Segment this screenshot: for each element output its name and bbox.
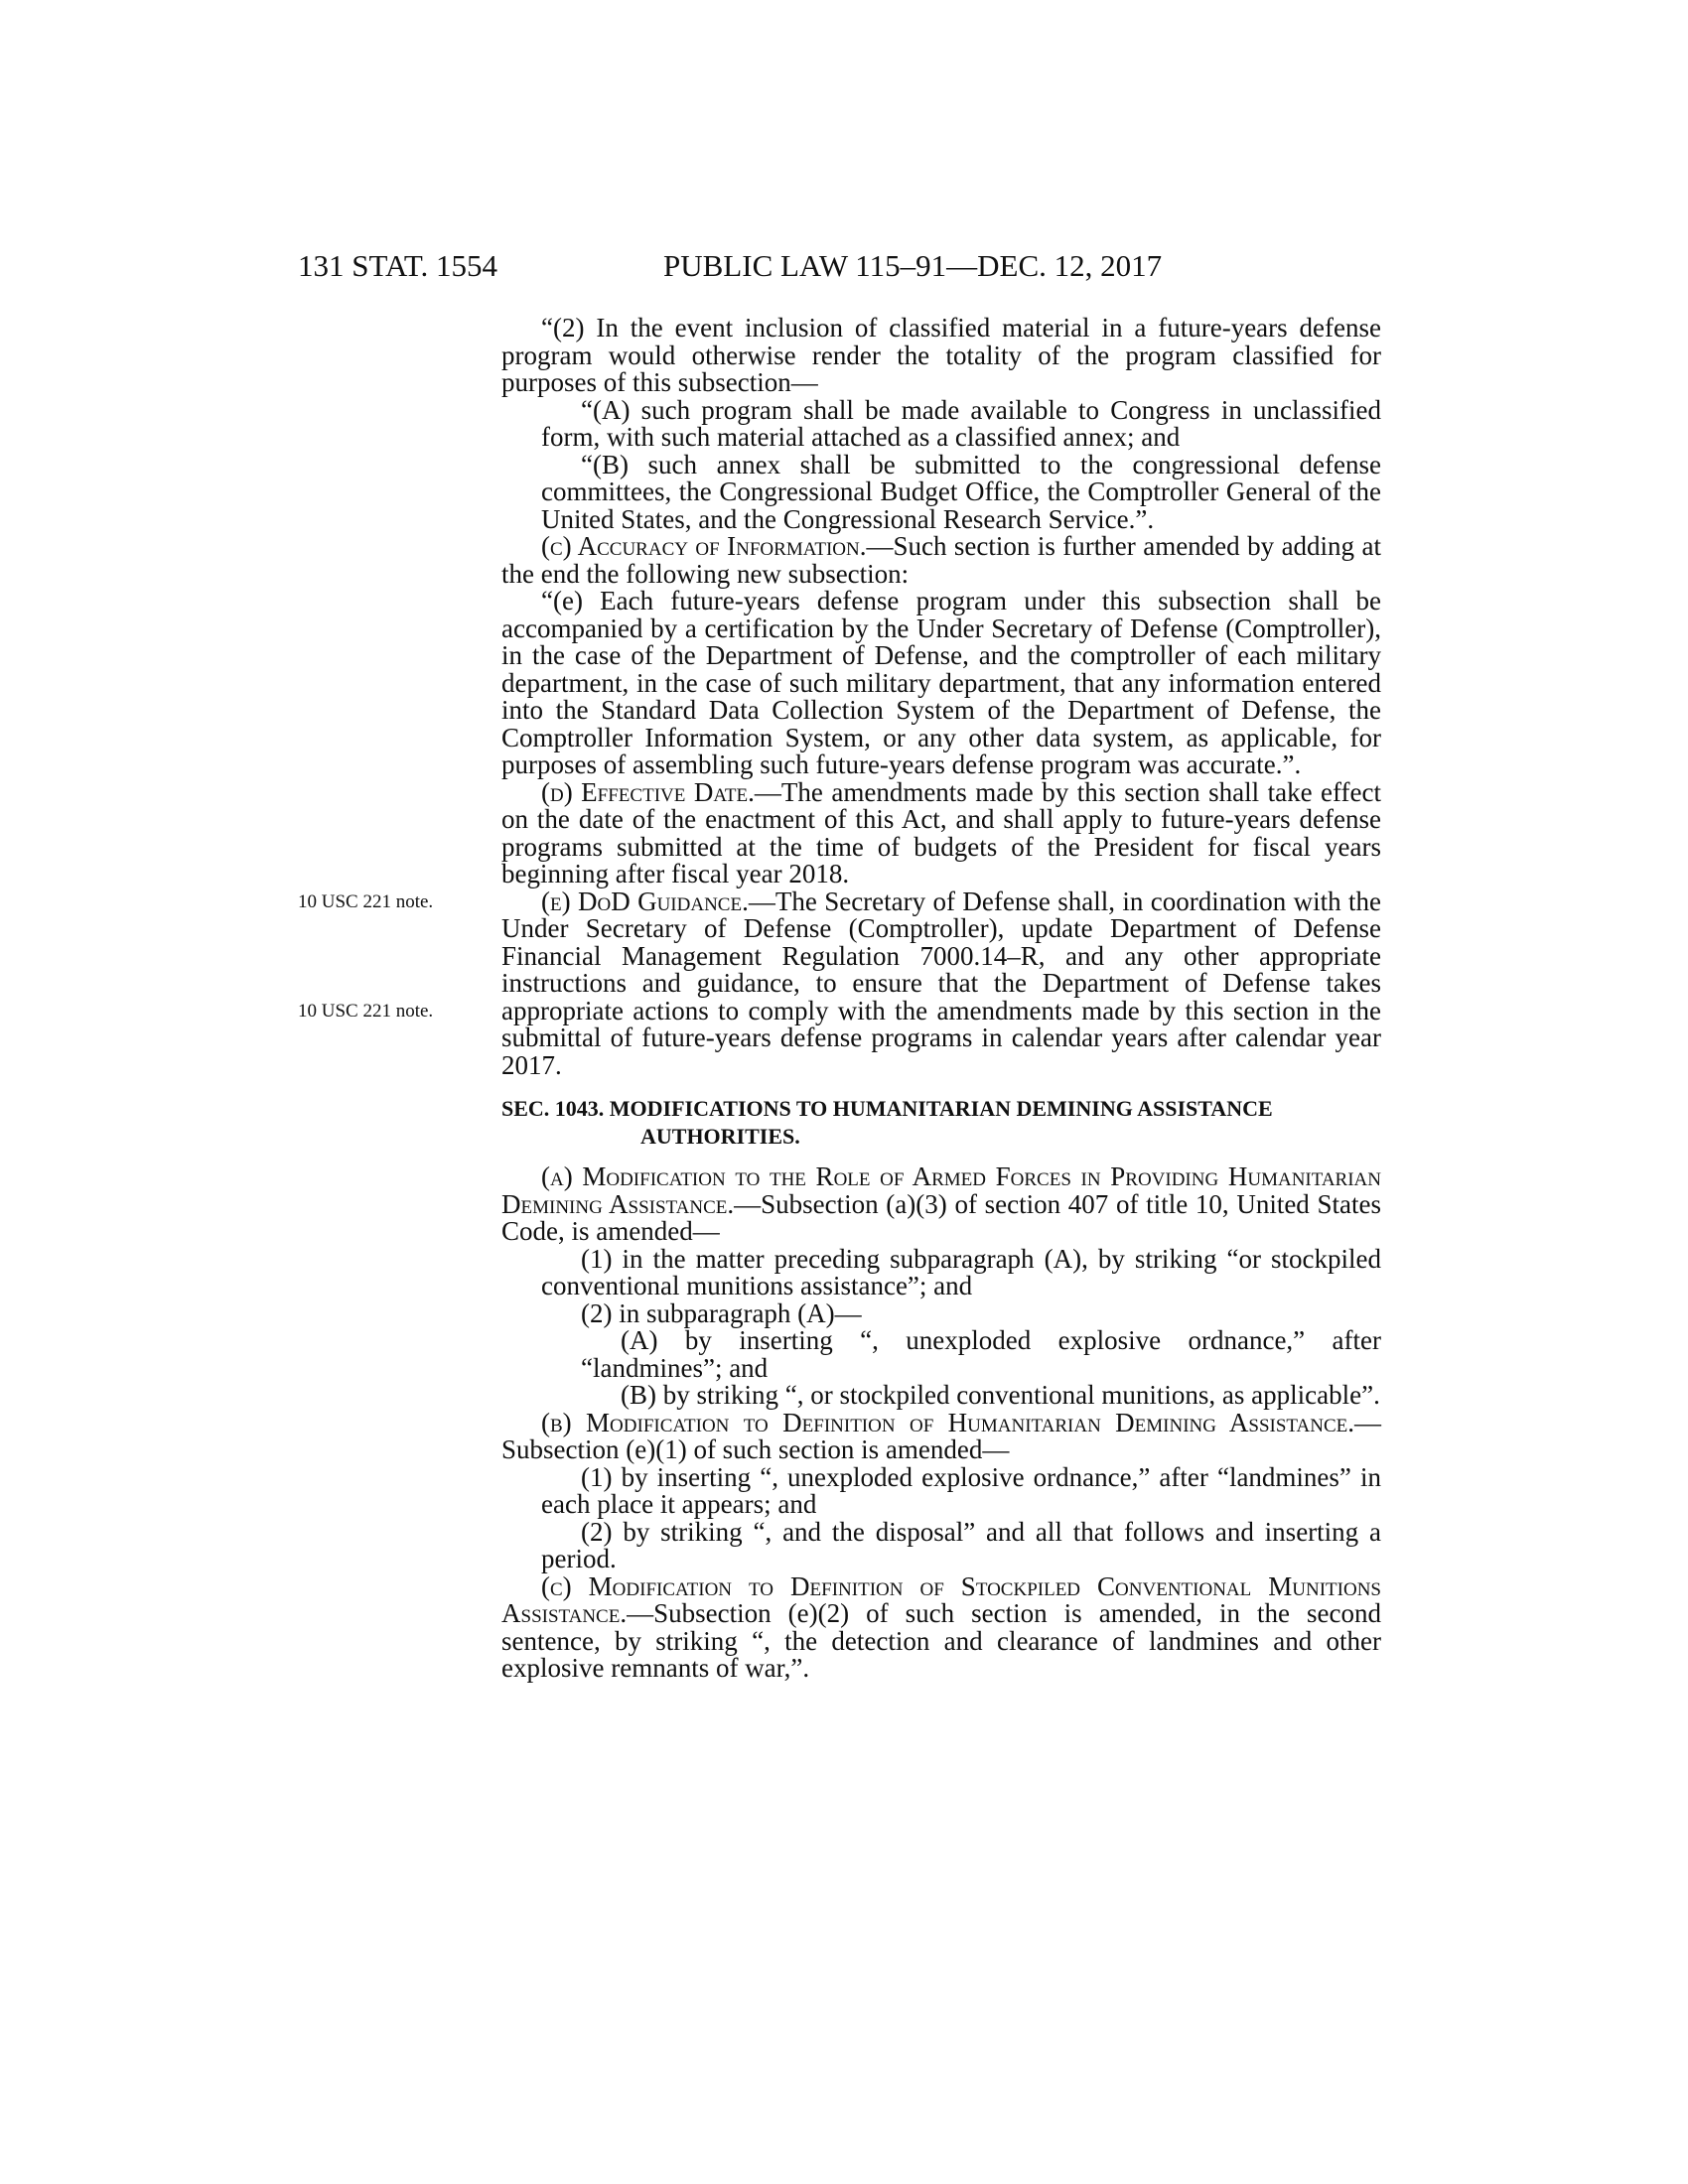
subsection-d-text: —The amendments made by this section shall take effect on the date of the enactment of this Act, and shall apply to future-years defense programs submitted at the time of budgets of the President for fiscal years beginning after fiscal year 2018. (501, 776, 1382, 888)
page-header (298, 246, 1380, 286)
subsection-c-accuracy (501, 533, 1381, 588)
stat-page-number: 131 STAT. 1554 (298, 248, 498, 283)
section-1043-heading: SEC. 1043. MODIFICATIONS TO HUMANITARIAN DEMINING ASSISTANCE AUTHORITIES. (501, 1096, 1273, 1149)
section-1043-a-paragraph-1: (1) in the matter preceding subparagraph (A), by striking “or stockpiled conventional munitions assistance”; and (541, 1243, 1381, 1300)
subparagraph-b-annex: “(B) such annex shall be submitted to the congressional defense committees, the Congressional Budget Office, the Comptroller General of the United States, and the Congressional Research Service.”. (541, 449, 1381, 534)
section-1043-subsection-b (501, 1407, 1381, 1464)
subsection-e-heading: (e) DoD Guidance. (541, 886, 749, 916)
subparagraph-a-unclassified: “(A) such program shall be made available to Congress in unclassified form, with such material attached as a classified annex; and (541, 394, 1381, 452)
section-1043-a-paragraph-2: (2) in subparagraph (A)— (581, 1297, 862, 1328)
section-1043-a-heading: (a) Modification to the Role of Armed Forces in Providing Humanitarian Demining Assistance. (501, 1161, 1381, 1219)
section-1043-b-text: —Subsection (e)(1) of such section is amended— (501, 1407, 1381, 1464)
public-law-title: PUBLIC LAW 115–91—DEC. 12, 2017 (663, 248, 1163, 283)
margin-note-effective-date: 10 USC 221 note. (298, 891, 434, 912)
margin-note-dod-guidance: 10 USC 221 note. (298, 1001, 434, 1022)
subsection-d-effective-date (501, 776, 1382, 888)
subsection-c-text: —Such section is further amended by adding at the end the following new subsection: (501, 531, 1381, 589)
section-1043-a-2-subparagraph-b: (B) by striking “, or stockpiled conventional munitions, as applicable”. (621, 1380, 1380, 1410)
section-1043-a-text: —Subsection (a)(3) of section 407 of title 10, United States Code, is amended— (501, 1188, 1381, 1246)
subsection-c-heading: (c) Accuracy of Information. (541, 531, 867, 561)
section-1043-subsection-c (501, 1570, 1381, 1683)
section-1043-subsection-a (501, 1163, 1381, 1246)
document-body (501, 315, 1381, 1683)
paragraph-2-classified: “(2) In the event inclusion of classified material in a future-years defense program would otherwise render the totality of the program classified for purposes of this subsection— (501, 313, 1381, 397)
subsection-e-dod-guidance (501, 888, 1381, 1080)
section-1043-c-heading: (c) Modification to Definition of Stockpiled Conventional Munitions Assistance. (501, 1570, 1381, 1628)
subsection-e-text: —The Secretary of Defense shall, in coordination with the Under Secretary of Defense (Comptroller), update Department of Defense Financial Management Regulation 7000.14–R, and any other appropriate instructions and guidance, to ensure that the Department of Defense takes appropriate actions to comply with the amendments made by this section in the submittal of future-years defense programs in calendar years after calendar year 2017. (501, 886, 1381, 1080)
section-1043-a-2-subparagraph-a: (A) by inserting “, unexploded explosive ordnance,” after “landmines”; and (581, 1325, 1381, 1383)
section-1043-b-paragraph-1: (1) by inserting “, unexploded explosive ordnance,” after “landmines” in each place it appears; and (541, 1461, 1381, 1519)
new-subsection-e-certification: “(e) Each future-years defense program under this subsection shall be accompanied by a certification by the Under Secretary of Defense (Comptroller), in the case of the Department of Defense, and the comptroller of each military department, in the case of such military department, that any information entered into the Standard Data Collection System of the Department of Defense, the Comptroller Information System, or any other data system, as applicable, for purposes of assembling such future-years defense program was accurate.”. (501, 586, 1381, 779)
subsection-d-heading: (d) Effective Date. (541, 776, 755, 807)
section-1043-b-heading: (b) Modification to Definition of Humanitarian Demining Assistance. (541, 1407, 1354, 1437)
section-1043-c-text: —Subsection (e)(2) of such section is amended, in the second sentence, by striking “, the detection and clearance of landmines and other explosive remnants of war,”. (501, 1598, 1381, 1683)
section-1043-b-paragraph-2: (2) by striking “, and the disposal” and all that follows and inserting a period. (541, 1516, 1381, 1573)
